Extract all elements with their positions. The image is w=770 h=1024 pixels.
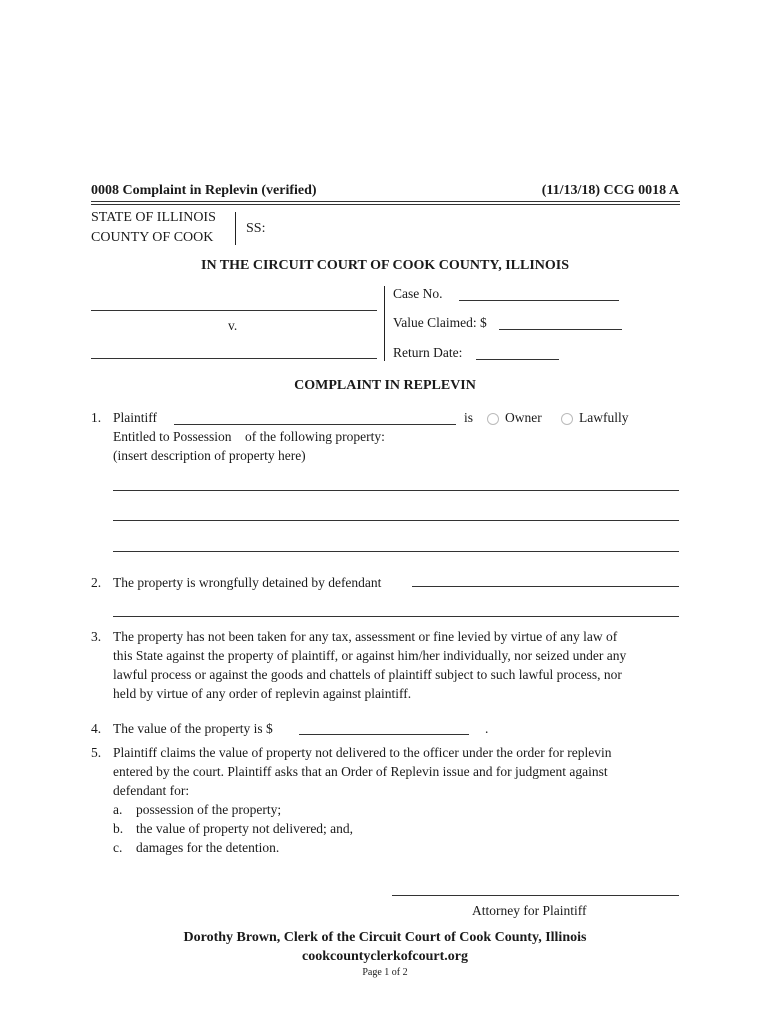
owner-radio[interactable] (487, 413, 499, 425)
clerk-footer: Dorothy Brown, Clerk of the Circuit Court of Cook County, Illinois (183, 930, 587, 945)
form-title: 0008 Complaint in Replevin (verified) (91, 183, 317, 198)
caption-divider (384, 286, 385, 361)
value-claimed-field[interactable] (499, 311, 622, 330)
court-title: IN THE CIRCUIT COURT OF COOK COUNTY, ILLINOIS (201, 258, 569, 273)
item3-line-2: this State against the property of plaintiff, or against him/her individually, nor seized under any (113, 648, 627, 663)
property-description-line-1[interactable] (113, 472, 679, 491)
item1-plaintiff-label: Plaintiff (113, 410, 158, 425)
return-date-label: Return Date: (393, 345, 463, 360)
case-no-label: Case No. (393, 286, 443, 301)
item3-number: 3. (91, 629, 102, 644)
header-rule-bottom (91, 204, 680, 205)
item1-line3: (insert description of property here) (113, 448, 306, 463)
item5a-text: possession of the property; (136, 802, 282, 817)
item2-text: The property is wrongfully detained by defendant (113, 575, 382, 590)
website-footer: cookcountyclerkofcourt.org (301, 949, 469, 964)
item5-line-3: defendant for: (113, 783, 190, 798)
item2-number: 2. (91, 575, 102, 590)
item5-number: 5. (91, 745, 102, 760)
item4-number: 4. (91, 721, 102, 736)
county-label: COUNTY OF COOK (91, 230, 214, 245)
page-number: Page 1 of 2 (362, 967, 408, 978)
property-value-field[interactable] (299, 716, 469, 735)
item5-line-1: Plaintiff claims the value of property not delivered to the officer under the order for replevin (113, 745, 612, 760)
item5b-text: the value of property not delivered; and, (136, 821, 354, 836)
defendant-field[interactable] (412, 568, 679, 587)
attorney-label: Attorney for Plaintiff (472, 903, 587, 918)
form-code: (11/13/18) CCG 0018 A (541, 183, 679, 198)
item4-text: The value of the property is $ (113, 721, 273, 736)
item1-number: 1. (91, 410, 102, 425)
item1-plaintiff-field[interactable] (174, 406, 456, 425)
attorney-signature-field[interactable] (392, 877, 679, 896)
item3-line-1: The property has not been taken for any tax, assessment or fine levied by virtue of any law of (113, 629, 618, 644)
versus-label: v. (228, 318, 238, 333)
item5b-letter: b. (113, 821, 124, 836)
item3-line-4: held by virtue of any order of replevin against plaintiff. (113, 686, 412, 701)
return-date-field[interactable] (476, 341, 559, 360)
state-label: STATE OF ILLINOIS (91, 210, 216, 225)
value-claimed-label: Value Claimed: $ (393, 315, 487, 330)
item5-line-2: entered by the court. Plaintiff asks that an Order of Replevin issue and for judgment against (113, 764, 608, 779)
item5c-letter: c. (113, 840, 123, 855)
lawfully-radio[interactable] (561, 413, 573, 425)
property-description-line-2[interactable] (113, 502, 679, 521)
header-rule-top (91, 201, 680, 202)
defendant-field-line-2[interactable] (113, 598, 679, 617)
complaint-title: COMPLAINT IN REPLEVIN (294, 378, 476, 393)
item1-line2: Entitled to Possession of the following property: (113, 429, 385, 444)
case-no-field[interactable] (459, 282, 619, 301)
lawfully-label: Lawfully (579, 410, 629, 425)
venue-bracket (235, 212, 236, 245)
item1-is-label: is (464, 410, 474, 425)
item3-line-3: lawful process or against the goods and chattels of plaintiff subject to such lawful process, nor (113, 667, 622, 682)
property-description-line-3[interactable] (113, 533, 679, 552)
plaintiff-name-field[interactable] (91, 288, 377, 311)
item5c-text: damages for the detention. (136, 840, 280, 855)
ss-label: SS: (246, 221, 266, 236)
item5a-letter: a. (113, 802, 123, 817)
owner-label: Owner (505, 410, 542, 425)
defendant-name-field[interactable] (91, 336, 377, 359)
item4-period: . (485, 721, 489, 736)
